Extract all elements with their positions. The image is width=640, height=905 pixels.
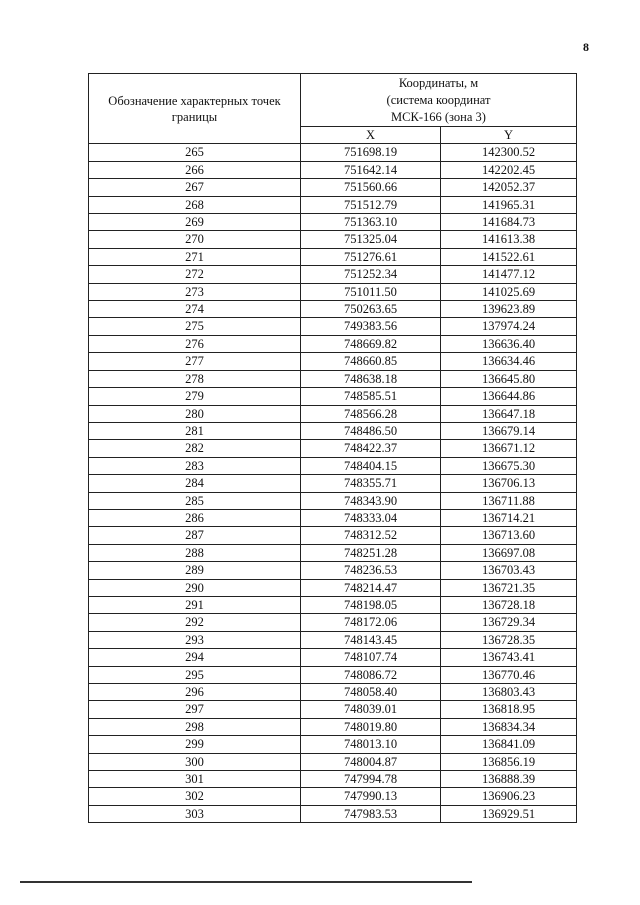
x-cell: 748143.45 xyxy=(301,631,441,648)
x-cell: 748236.53 xyxy=(301,562,441,579)
table-row xyxy=(89,335,577,352)
point-cell: 274 xyxy=(89,301,301,318)
point-cell: 300 xyxy=(89,753,301,770)
y-cell: 136929.51 xyxy=(441,805,577,822)
designation-header: Обозначение характерных точек границы xyxy=(89,74,301,144)
y-cell: 141025.69 xyxy=(441,283,577,300)
y-column-header: Y xyxy=(441,127,577,144)
x-cell: 748638.18 xyxy=(301,370,441,387)
coordinates-header-line-3: МСК-166 (зона 3) xyxy=(391,110,486,124)
table-row xyxy=(89,214,577,231)
table-row xyxy=(89,161,577,178)
y-cell: 141522.61 xyxy=(441,248,577,265)
table-header-row xyxy=(89,74,577,127)
x-cell: 748013.10 xyxy=(301,736,441,753)
point-cell: 303 xyxy=(89,805,301,822)
x-cell: 748355.71 xyxy=(301,475,441,492)
x-cell: 749383.56 xyxy=(301,318,441,335)
y-cell: 136714.21 xyxy=(441,509,577,526)
y-cell: 139623.89 xyxy=(441,301,577,318)
coordinates-table xyxy=(88,73,577,823)
table-row xyxy=(89,596,577,613)
x-cell: 751363.10 xyxy=(301,214,441,231)
y-cell: 141477.12 xyxy=(441,266,577,283)
x-cell: 748039.01 xyxy=(301,701,441,718)
y-cell: 136728.35 xyxy=(441,631,577,648)
point-cell: 290 xyxy=(89,579,301,596)
point-cell: 286 xyxy=(89,509,301,526)
table-row xyxy=(89,440,577,457)
y-cell: 136803.43 xyxy=(441,684,577,701)
table-row xyxy=(89,370,577,387)
table-row xyxy=(89,266,577,283)
point-cell: 275 xyxy=(89,318,301,335)
y-cell: 136647.18 xyxy=(441,405,577,422)
table-row xyxy=(89,666,577,683)
y-cell: 136770.46 xyxy=(441,666,577,683)
x-cell: 751560.66 xyxy=(301,179,441,196)
table-row xyxy=(89,649,577,666)
y-cell: 137974.24 xyxy=(441,318,577,335)
x-cell: 748058.40 xyxy=(301,684,441,701)
y-cell: 136679.14 xyxy=(441,422,577,439)
point-cell: 296 xyxy=(89,684,301,701)
x-cell: 748086.72 xyxy=(301,666,441,683)
point-cell: 271 xyxy=(89,248,301,265)
x-cell: 751698.19 xyxy=(301,144,441,161)
x-cell: 751512.79 xyxy=(301,196,441,213)
table-row xyxy=(89,771,577,788)
y-cell: 136644.86 xyxy=(441,388,577,405)
point-cell: 285 xyxy=(89,492,301,509)
table-row xyxy=(89,231,577,248)
table-row xyxy=(89,684,577,701)
x-cell: 748343.90 xyxy=(301,492,441,509)
y-cell: 136841.09 xyxy=(441,736,577,753)
x-cell: 748172.06 xyxy=(301,614,441,631)
point-cell: 267 xyxy=(89,179,301,196)
x-cell: 748312.52 xyxy=(301,527,441,544)
table-row xyxy=(89,805,577,822)
table-row xyxy=(89,353,577,370)
coordinates-header-line-2: (система координат xyxy=(386,93,491,107)
point-cell: 287 xyxy=(89,527,301,544)
point-cell: 268 xyxy=(89,196,301,213)
x-cell: 748214.47 xyxy=(301,579,441,596)
table-row xyxy=(89,388,577,405)
x-cell: 748107.74 xyxy=(301,649,441,666)
x-cell: 748566.28 xyxy=(301,405,441,422)
y-cell: 136856.19 xyxy=(441,753,577,770)
table-row xyxy=(89,527,577,544)
table-row xyxy=(89,475,577,492)
table-row xyxy=(89,736,577,753)
point-cell: 293 xyxy=(89,631,301,648)
table-row xyxy=(89,544,577,561)
footer-divider xyxy=(20,881,472,883)
table-row xyxy=(89,701,577,718)
y-cell: 136834.34 xyxy=(441,718,577,735)
point-cell: 273 xyxy=(89,283,301,300)
table-row xyxy=(89,179,577,196)
y-cell: 142300.52 xyxy=(441,144,577,161)
x-cell: 751325.04 xyxy=(301,231,441,248)
x-cell: 751276.61 xyxy=(301,248,441,265)
point-cell: 282 xyxy=(89,440,301,457)
point-cell: 295 xyxy=(89,666,301,683)
y-cell: 141965.31 xyxy=(441,196,577,213)
point-cell: 279 xyxy=(89,388,301,405)
point-cell: 280 xyxy=(89,405,301,422)
point-cell: 301 xyxy=(89,771,301,788)
point-cell: 297 xyxy=(89,701,301,718)
x-cell: 748585.51 xyxy=(301,388,441,405)
x-cell: 747983.53 xyxy=(301,805,441,822)
y-cell: 136634.46 xyxy=(441,353,577,370)
point-cell: 289 xyxy=(89,562,301,579)
table-row xyxy=(89,457,577,474)
x-cell: 750263.65 xyxy=(301,301,441,318)
table-row xyxy=(89,718,577,735)
y-cell: 136728.18 xyxy=(441,596,577,613)
table-row xyxy=(89,492,577,509)
point-cell: 284 xyxy=(89,475,301,492)
point-cell: 281 xyxy=(89,422,301,439)
x-cell: 747990.13 xyxy=(301,788,441,805)
point-cell: 265 xyxy=(89,144,301,161)
table-row xyxy=(89,631,577,648)
page-number: 8 xyxy=(583,40,589,54)
point-cell: 294 xyxy=(89,649,301,666)
y-cell: 136721.35 xyxy=(441,579,577,596)
table-row xyxy=(89,283,577,300)
table-row xyxy=(89,614,577,631)
y-cell: 136697.08 xyxy=(441,544,577,561)
x-cell: 751642.14 xyxy=(301,161,441,178)
point-cell: 288 xyxy=(89,544,301,561)
y-cell: 136743.41 xyxy=(441,649,577,666)
table-row xyxy=(89,509,577,526)
table-row xyxy=(89,753,577,770)
y-cell: 136888.39 xyxy=(441,771,577,788)
table-row xyxy=(89,579,577,596)
x-cell: 748333.04 xyxy=(301,509,441,526)
y-cell: 136671.12 xyxy=(441,440,577,457)
x-cell: 748019.80 xyxy=(301,718,441,735)
table-row xyxy=(89,248,577,265)
y-cell: 136636.40 xyxy=(441,335,577,352)
table-row xyxy=(89,301,577,318)
table-body xyxy=(89,144,577,823)
table-row xyxy=(89,144,577,161)
y-cell: 136675.30 xyxy=(441,457,577,474)
y-cell: 136906.23 xyxy=(441,788,577,805)
point-cell: 283 xyxy=(89,457,301,474)
table-row xyxy=(89,788,577,805)
point-cell: 277 xyxy=(89,353,301,370)
point-cell: 298 xyxy=(89,718,301,735)
point-cell: 269 xyxy=(89,214,301,231)
y-cell: 136645.80 xyxy=(441,370,577,387)
y-cell: 142202.45 xyxy=(441,161,577,178)
y-cell: 136711.88 xyxy=(441,492,577,509)
y-cell: 136713.60 xyxy=(441,527,577,544)
point-cell: 292 xyxy=(89,614,301,631)
table-row xyxy=(89,422,577,439)
x-cell: 748422.37 xyxy=(301,440,441,457)
x-cell: 748660.85 xyxy=(301,353,441,370)
x-cell: 748198.05 xyxy=(301,596,441,613)
y-cell: 136729.34 xyxy=(441,614,577,631)
point-cell: 278 xyxy=(89,370,301,387)
point-cell: 270 xyxy=(89,231,301,248)
y-cell: 141684.73 xyxy=(441,214,577,231)
point-cell: 291 xyxy=(89,596,301,613)
coordinates-header-line-1: Координаты, м xyxy=(398,76,479,90)
point-cell: 302 xyxy=(89,788,301,805)
x-column-header: X xyxy=(301,127,441,144)
x-cell: 748669.82 xyxy=(301,335,441,352)
point-cell: 276 xyxy=(89,335,301,352)
table-row xyxy=(89,405,577,422)
x-cell: 748004.87 xyxy=(301,753,441,770)
y-cell: 141613.38 xyxy=(441,231,577,248)
y-cell: 142052.37 xyxy=(441,179,577,196)
x-cell: 748251.28 xyxy=(301,544,441,561)
y-cell: 136703.43 xyxy=(441,562,577,579)
y-cell: 136818.95 xyxy=(441,701,577,718)
coordinates-header xyxy=(301,74,577,127)
x-cell: 751011.50 xyxy=(301,283,441,300)
point-cell: 272 xyxy=(89,266,301,283)
point-cell: 266 xyxy=(89,161,301,178)
x-cell: 748404.15 xyxy=(301,457,441,474)
table-row xyxy=(89,562,577,579)
y-cell: 136706.13 xyxy=(441,475,577,492)
point-cell: 299 xyxy=(89,736,301,753)
table-row xyxy=(89,196,577,213)
table-row xyxy=(89,318,577,335)
x-cell: 747994.78 xyxy=(301,771,441,788)
x-cell: 751252.34 xyxy=(301,266,441,283)
x-cell: 748486.50 xyxy=(301,422,441,439)
